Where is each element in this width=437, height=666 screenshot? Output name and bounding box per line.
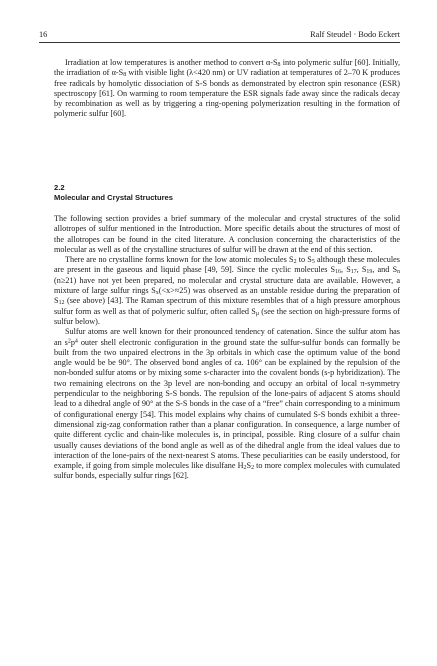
- section-title: Molecular and Crystal Structures: [54, 193, 174, 202]
- text-run: (n≥21) have not yet been prepared, no molecular and crystal structure data are available. However, a mixture of large sulfur rings S: [54, 275, 400, 296]
- superscript: 4: [74, 337, 78, 344]
- subscript: 2: [243, 465, 247, 472]
- text-run: p: [70, 337, 75, 347]
- running-head-authors: Ralf Steudel · Bodo Eckert: [310, 30, 400, 39]
- text-run: S: [246, 461, 252, 471]
- subscript: x: [155, 290, 159, 297]
- text-run: (<x>≈25) was observed as an unstable residue during the preparation of S: [54, 286, 400, 306]
- superscript: 2: [67, 337, 71, 344]
- text-run: , S: [341, 265, 351, 275]
- subscript: 2: [293, 259, 297, 266]
- text-run: outer shell electronic configuration in the ground state the sulfur-sulfur bonds can formally be built from the two unpaired electrons in the 3p orbitals in which case the optimum value of the bond angle would be be 90°. The observed bond angles of ca. 106° can be explained by the repulsion of the non-bonded sulfur atoms or by mixing some s-character into the covalent bonds (s-p hybridization). The two remaining electrons on the 3p level are non-bonding and occupy an orbital of local π-symmetry perpendicular to the neighboring S-S bonds. The repulsion of the lone-pairs of adjacent S atoms should lead to a dihedral angle of 90° at the S-S bonds in the case of a “free” chain corresponding to a minimum of configurational energy [54]. This model explains why chains of cumulated S-S bonds exhibit a three-dimensional zig-zag conformation rather than a planar configuration. In consequence, a large number of quite different cyclic and chain-like molecules is, in principal, possible. Ring closure of a sulfur chain usually causes deviations of the bond angle as well as of the dihedral angle from the ideal values due to interaction of the lone-pairs of the next-nearest S atoms. These peculiarities can be easily understood, for example, if going from simple molecules like disulfane H: [54, 337, 400, 471]
- text-run: with visible light (λ<420 nm) or UV radiation at temperatures of 2–70 K produces free radicals by homolytic dissociation of S-S bonds as demonstrated by electron spin resonance (ESR) spectroscopy [61]. On warming to room temperature the ESR signals fade away since the radicals decay by recombination as well as by triggering a ring-opening polymerization resulting in the formation of polymeric sulfur [60].: [54, 68, 400, 119]
- subscript: 16: [335, 269, 341, 276]
- section-number: 2.2: [54, 183, 65, 192]
- page-number: 16: [39, 30, 48, 39]
- text-run: There are no crystalline forms known for the low atomic molecules S: [65, 255, 294, 265]
- text-run: (see the section on high-pressure forms of sulfur below).: [54, 306, 400, 326]
- paragraph-catenation: [54, 327, 400, 481]
- subscript: 5: [311, 259, 315, 266]
- header-rule: [39, 42, 400, 43]
- intro-paragraph: [54, 58, 400, 120]
- text-run: into polymeric sulfur [60]. Initially, the irradiation of α-S: [54, 58, 400, 78]
- text-run: to S: [296, 255, 312, 265]
- text-run: , and S: [372, 265, 398, 275]
- text-run: Sulfur atoms are well known for their pronounced tendency of catenation. Since the sulfur atom has an s: [54, 327, 400, 347]
- text-run: Irradiation at low temperatures is another method to convert α-S: [65, 58, 278, 67]
- text-run: to more complex molecules with cumulated sulfur bonds, especially sulfur rings [62].: [54, 461, 400, 481]
- paragraph-irradiation: [54, 58, 400, 120]
- text-run: although these molecules are present in the gaseous and liquid phase [49, 59]. Since the cyclic molecules S: [54, 255, 400, 275]
- text-run: (see above) [43]. The Raman spectrum of this mixture resembles that of a high pressure amorphous sulfur form as well as that of polymeric sulfur, often called S: [54, 296, 400, 316]
- subscript: 17: [350, 269, 357, 276]
- subscript: n: [397, 269, 401, 276]
- section-body: [54, 214, 400, 482]
- subscript: 12: [58, 300, 65, 307]
- running-header: [39, 30, 400, 40]
- text-run: , S: [356, 265, 367, 275]
- subscript: 8: [277, 62, 281, 69]
- subscript: μ: [255, 310, 259, 317]
- section-heading: [54, 183, 400, 203]
- paragraph-small-molecules: [54, 255, 400, 327]
- paragraph-summary: The following section provides a brief summary of the molecular and crystal structures of the solid allotropes of sulfur mentioned in the Introduction. More specific details about the structures of most of the allotropes can be found in the cited literature. A conclusion concerning the characteristics of the molecular as well as of the crystalline structures of sulfur will be drawn at the end of this section.: [54, 214, 400, 254]
- subscript: 2: [251, 465, 255, 472]
- subscript: 8: [123, 72, 127, 79]
- subscript: 19: [366, 269, 373, 276]
